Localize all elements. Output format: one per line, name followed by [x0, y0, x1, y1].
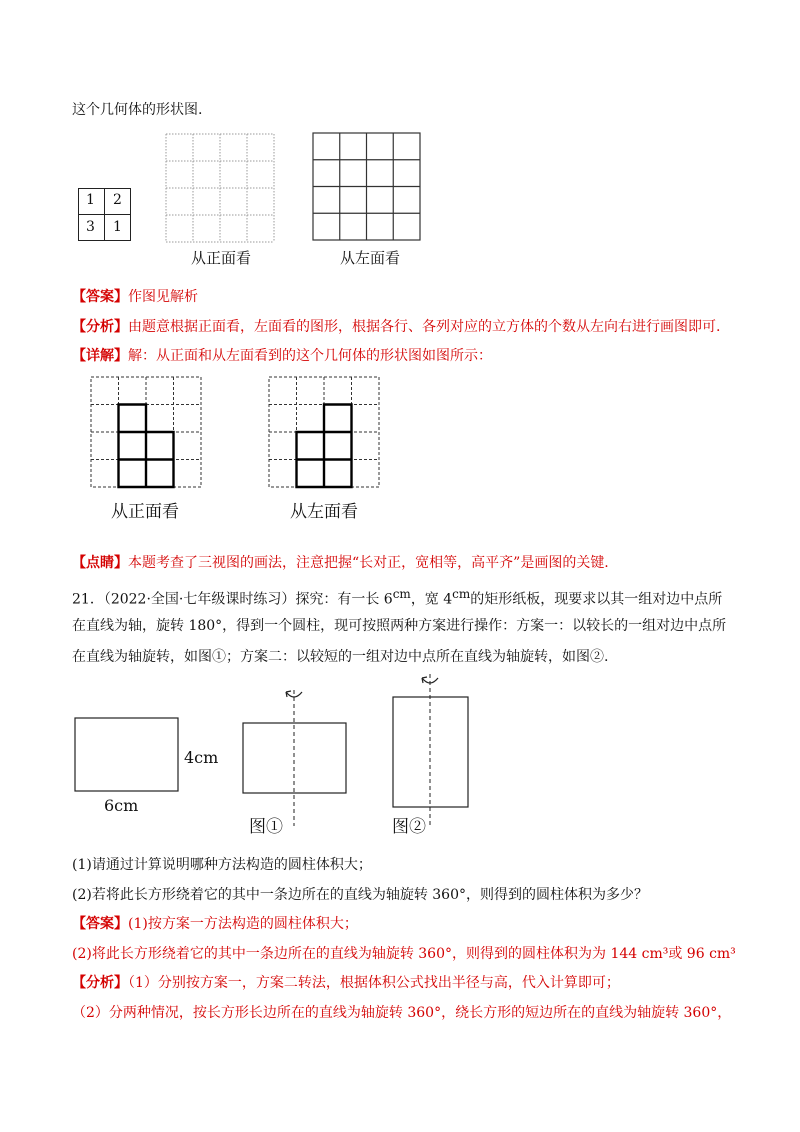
solution-front-label: 从正面看 — [111, 502, 179, 522]
q21-unit-2: cm — [452, 587, 471, 601]
top-view-cell: 2 — [113, 192, 122, 208]
answer-tag: 【答案】 — [72, 916, 128, 932]
comment-1 — [72, 553, 609, 573]
front-view-label: 从正面看 — [191, 249, 252, 267]
top-view-cell: 1 — [86, 192, 95, 208]
left-view-grid — [312, 132, 422, 242]
answer-1 — [72, 287, 198, 307]
intro-text: 这个几何体的形状图. — [72, 102, 203, 118]
top-view-cell: 3 — [86, 219, 95, 235]
figure-2-label: 图② — [392, 817, 426, 837]
left-view-label: 从左面看 — [340, 249, 401, 267]
q21-text-a: 21．（2022·全国·七年级课时练习）探究：有一长 6 — [72, 591, 393, 608]
figure-1-label: 图① — [249, 817, 283, 837]
answer-2-line-1: (1)按方案一方法构造的圆柱体积大； — [128, 916, 358, 932]
detail-text: 解：从正面和从左面看到的这个几何体的形状图如图所示： — [128, 348, 492, 364]
analysis-2 — [72, 973, 620, 993]
top-view-cell: 1 — [113, 219, 122, 235]
analysis-2-line-1: （1）分别按方案一，方案二转法，根据体积公式找出半径与高，代入计算即可； — [128, 975, 620, 991]
solution-left-view — [266, 374, 382, 490]
comment-tag: 【点睛】 — [72, 555, 128, 571]
answer-tag: 【答案】 — [72, 289, 128, 305]
detail-1 — [72, 346, 492, 366]
analysis-text: 由题意根据正面看，左面看的图形，根据各行、各列对应的立方体的个数从左向右进行画图即可. — [128, 319, 721, 335]
comment-text: 本题考查了三视图的画法，注意把握“长对正，宽相等，高平齐”是画图的关键. — [128, 555, 609, 571]
detail-tag: 【详解】 — [72, 348, 128, 364]
sub-question-2: (2)若将此长方形绕着它的其中一条边所在的直线为轴旋转 360°，则得到的圆柱体积为多少？ — [72, 887, 649, 903]
analysis-tag: 【分析】 — [72, 975, 128, 991]
answer-text: 作图见解析 — [128, 289, 198, 305]
analysis-tag: 【分析】 — [72, 319, 128, 335]
sub-question-1: (1)请通过计算说明哪种方法构造的圆柱体积大； — [72, 857, 372, 873]
q21-text-c: 的矩形纸板，现要求以其一组对边中点所 — [470, 591, 723, 608]
q21-unit-1: cm — [392, 587, 411, 601]
question-21-line-1 — [72, 584, 722, 610]
answer-2 — [72, 914, 358, 934]
solution-left-label: 从左面看 — [290, 502, 358, 522]
analysis-2-line-2: （2）分两种情况，按长方形长边所在的直线为轴旋转 360°，绕长方形的短边所在的直线为轴旋转 360°， — [72, 1005, 732, 1021]
solution-front-view — [88, 374, 204, 490]
answer-2-line-2: (2)将此长方形绕着它的其中一条边所在的直线为轴旋转 360°，则得到的圆柱体积为为 144 cm³或 96 cm³ — [72, 946, 736, 962]
height-label: 4cm — [184, 748, 219, 767]
top-view-grid — [78, 188, 130, 240]
q21-text-b: ，宽 4 — [410, 591, 453, 608]
front-view-grid — [164, 132, 278, 244]
analysis-1 — [72, 317, 720, 337]
question-21-line-2: 在直线为轴，旋转 180°，得到一个圆柱，现可按照两种方案进行操作：方案一：以较长的一组对边中点所 — [72, 618, 727, 634]
question-21-line-3: 在直线为轴旋转，如图①；方案二：以较短的一组对边中点所在直线为轴旋转，如图②. — [72, 649, 609, 665]
width-label: 6cm — [104, 796, 139, 815]
